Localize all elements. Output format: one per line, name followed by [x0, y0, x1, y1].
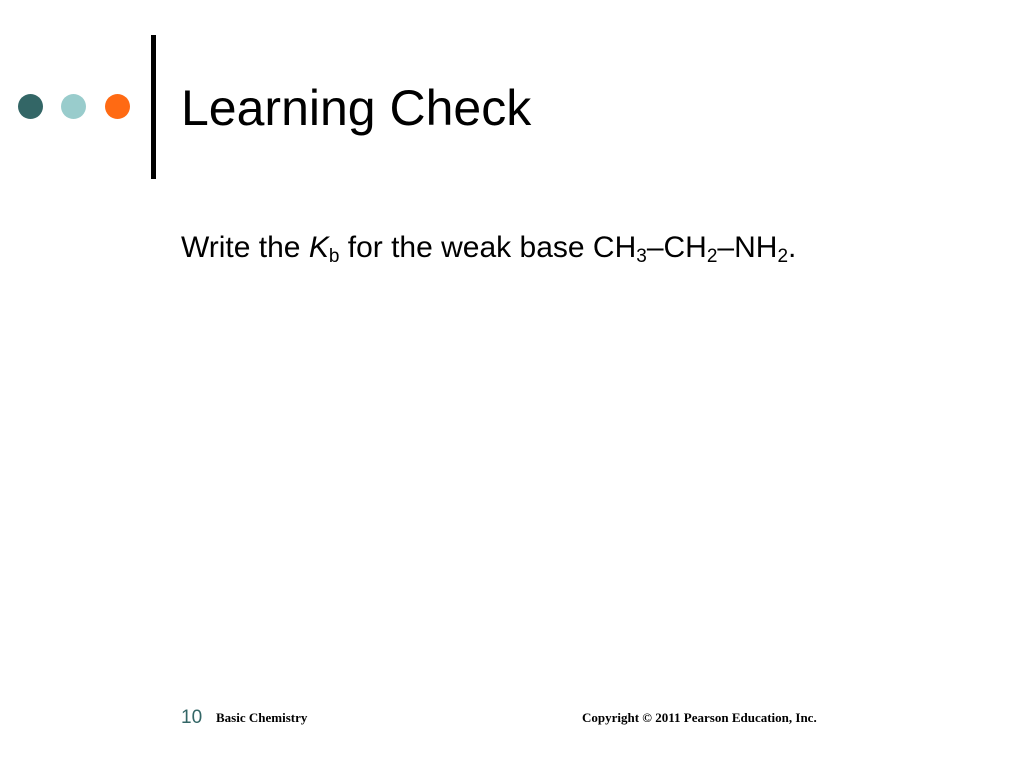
- formula-subscript-2a: 2: [706, 246, 718, 267]
- question-middle: for the weak base CH: [339, 231, 637, 264]
- formula-ch: CH: [663, 231, 707, 264]
- slide-title: Learning Check: [181, 80, 532, 136]
- k-symbol: K: [308, 231, 329, 264]
- question-text: [181, 228, 796, 268]
- formula-dash-1: –: [646, 231, 664, 264]
- formula-dash-2: –: [717, 231, 735, 264]
- question-prefix: Write the: [181, 231, 309, 264]
- question-end: .: [788, 231, 797, 264]
- page-number: 10: [181, 707, 203, 728]
- title-divider-line: [151, 35, 156, 179]
- decorative-dot-orange: [105, 94, 130, 119]
- formula-subscript-2b: 2: [777, 246, 789, 267]
- footer-copyright: Copyright © 2011 Pearson Education, Inc.: [582, 710, 817, 725]
- formula-subscript-3: 3: [636, 246, 647, 267]
- footer-course-title: Basic Chemistry: [216, 710, 308, 725]
- decorative-dot-light-teal: [61, 94, 86, 119]
- formula-nh: NH: [734, 231, 778, 264]
- decorative-dot-dark-teal: [18, 94, 43, 119]
- k-subscript: b: [328, 246, 340, 267]
